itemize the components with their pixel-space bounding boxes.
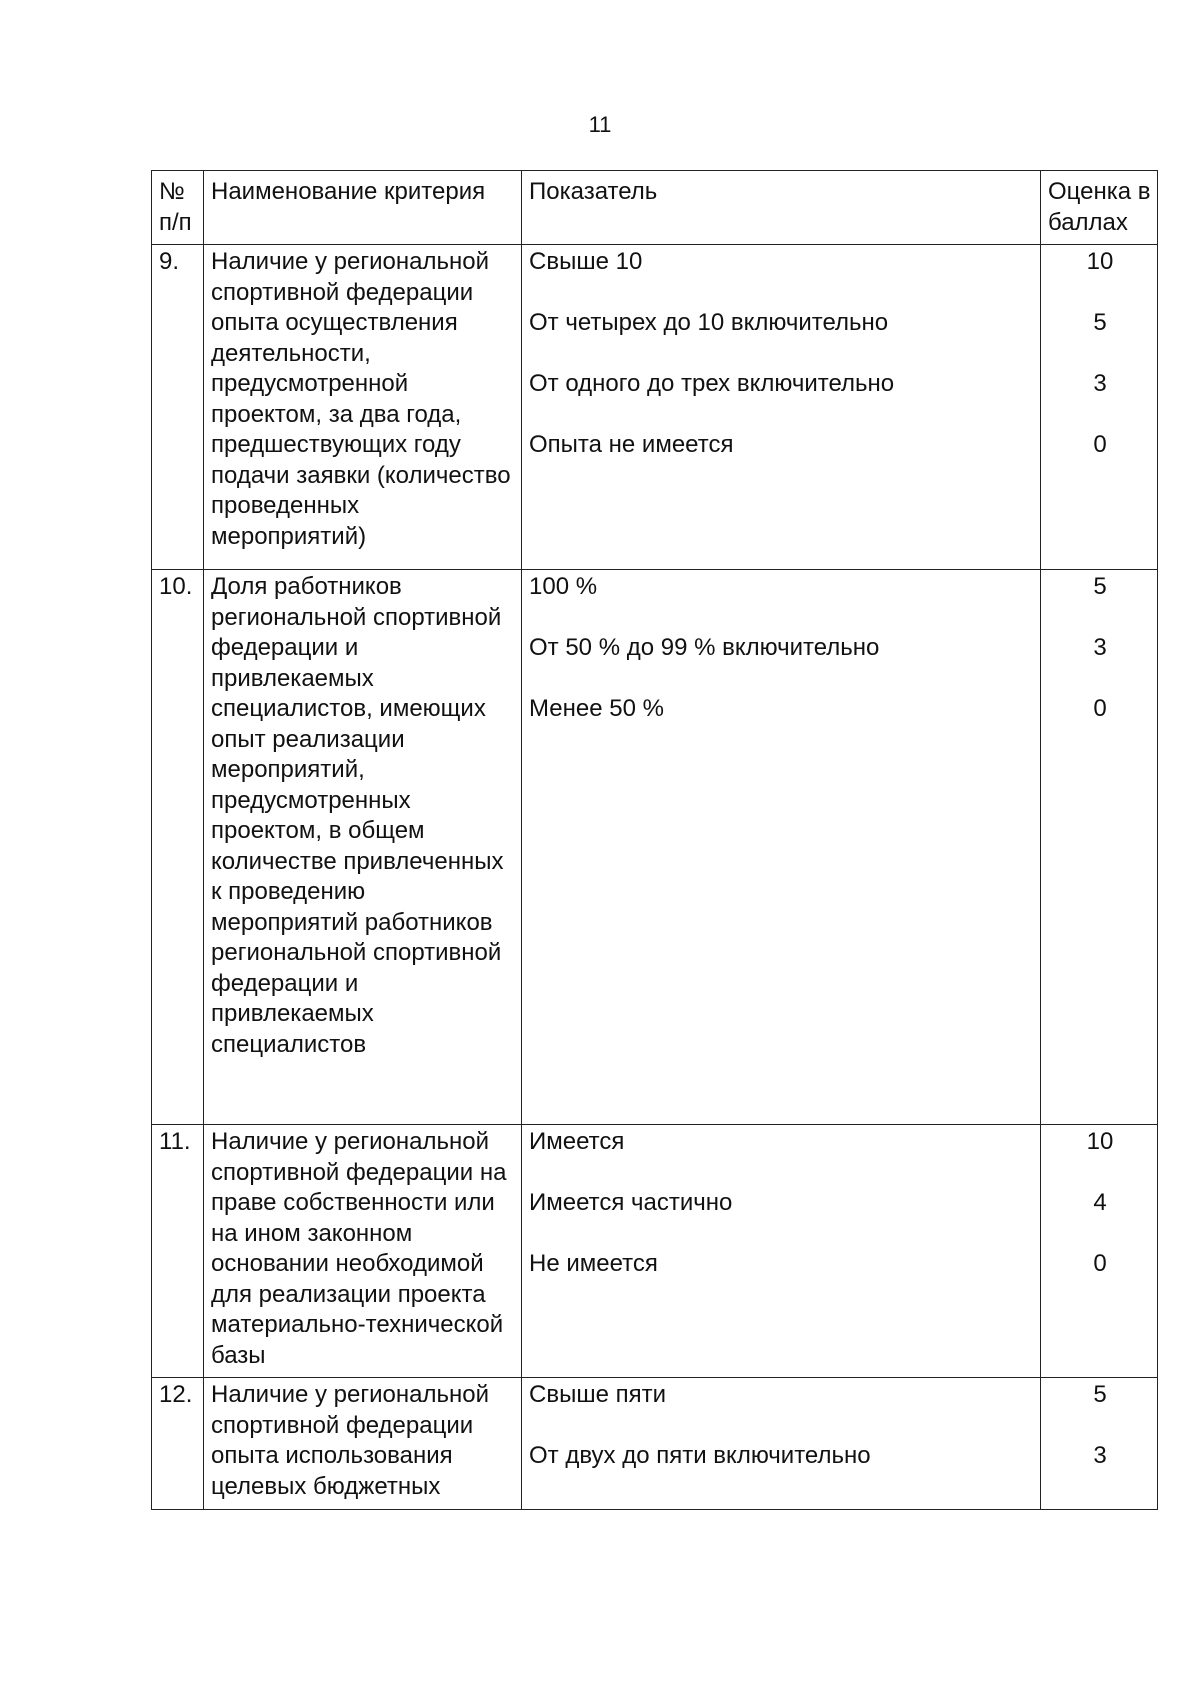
score-value: 10 [1086,248,1114,275]
table-row [152,570,1158,1125]
table-row [152,245,1158,570]
indicator-list [522,1378,1041,1510]
indicator-item: От двух до пяти включительно [529,1442,871,1469]
indicator-item: От одного до трех включительно [529,370,895,397]
score-value: 5 [1093,1381,1107,1408]
score-value: 3 [1093,370,1107,397]
criterion-name: Наличие у региональной спортивной федерации опыта осуществления деятельности, предусмотренной проектом, за два года, предшествующих году подачи заявки (количество проведенных мероприятий) [204,245,522,570]
row-number: 11. [152,1125,204,1378]
row-number: 12. [152,1378,204,1510]
criterion-name: Доля работников региональной спортивной федерации и привлекаемых специалистов, имеющих опыт реализации мероприятий, предусмотренных проектом, в общем количестве привлеченных к проведению мероприятий работников региональной спортивной федерации и привлекаемых специалистов [204,570,522,1125]
score-value: 0 [1093,431,1107,458]
criterion-name: Наличие у региональной спортивной федерации на праве собственности или на ином законном основании необходимой для реализации проекта материально-технической базы [204,1125,522,1378]
header-score: Оценка в баллах [1041,171,1158,245]
score-value: 5 [1093,309,1107,336]
indicator-item: Свыше пяти [529,1381,666,1408]
score-value: 0 [1093,695,1107,722]
indicator-item: От 50 % до 99 % включительно [529,634,880,661]
indicator-list [522,1125,1041,1378]
score-value: 5 [1093,573,1107,600]
indicator-item: От четырех до 10 включительно [529,309,889,336]
score-value: 3 [1093,1442,1107,1469]
table-header-row [152,171,1158,245]
indicator-item: Свыше 10 [529,248,643,275]
score-value: 0 [1093,1250,1107,1277]
table-row [152,1378,1158,1510]
indicator-item: 100 % [529,573,598,600]
score-list [1041,245,1158,570]
header-number: № п/п [152,171,204,245]
indicator-list [522,245,1041,570]
header-criterion-name: Наименование критерия [204,171,522,245]
score-value: 10 [1086,1128,1114,1155]
criterion-name: Наличие у региональной спортивной федерации опыта использования целевых бюджетных [204,1378,522,1510]
score-value: 4 [1093,1189,1107,1216]
row-number: 10. [152,570,204,1125]
indicator-list [522,570,1041,1125]
indicator-item: Имеется частично [529,1189,733,1216]
page-number: 11 [588,112,612,137]
score-value: 3 [1093,634,1107,661]
score-list [1041,1125,1158,1378]
criteria-table [151,170,1158,1510]
indicator-item: Опыта не имеется [529,431,734,458]
indicator-item: Не имеется [529,1250,658,1277]
indicator-item: Имеется [529,1128,625,1155]
row-number: 9. [152,245,204,570]
score-list [1041,570,1158,1125]
table-row [152,1125,1158,1378]
header-indicator: Показатель [522,171,1041,245]
score-list [1041,1378,1158,1510]
indicator-item: Менее 50 % [529,695,664,722]
